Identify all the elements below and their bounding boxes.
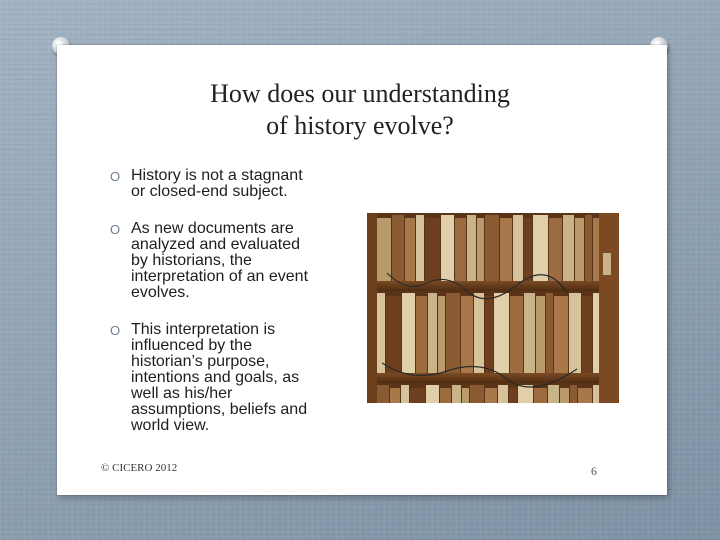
bullet-line: As new documents are bbox=[131, 220, 294, 237]
book-spine bbox=[500, 218, 512, 281]
book-spine bbox=[554, 296, 568, 373]
bullet-item bbox=[110, 168, 360, 200]
bullet-line: historian’s purpose, bbox=[131, 353, 270, 370]
book-spine bbox=[440, 388, 451, 403]
book-spine bbox=[494, 293, 509, 373]
book-spine bbox=[426, 385, 439, 403]
book-spine bbox=[582, 296, 592, 373]
title-line: of history evolve? bbox=[266, 111, 454, 140]
book-spine bbox=[518, 385, 533, 403]
book-spine bbox=[575, 218, 584, 281]
bullet-marker-icon: O bbox=[110, 169, 121, 184]
bullet-line: world view. bbox=[131, 417, 210, 434]
book-spine bbox=[377, 385, 389, 403]
book-spine bbox=[377, 218, 391, 281]
book-spine bbox=[467, 215, 476, 281]
bullet-line: This interpretation is bbox=[131, 321, 276, 338]
book-spine bbox=[509, 388, 517, 403]
book-spine bbox=[425, 218, 440, 281]
book-spine bbox=[446, 293, 460, 373]
bullet-line: interpretation of an event bbox=[131, 268, 309, 285]
book-spine bbox=[485, 388, 497, 403]
bullet-line: assumptions, beliefs and bbox=[131, 401, 308, 418]
slide-title bbox=[100, 78, 620, 142]
bullet-item bbox=[110, 322, 360, 434]
book-spine bbox=[452, 385, 461, 403]
bullet-line: analyzed and evaluated bbox=[131, 236, 301, 253]
book-spine bbox=[416, 215, 424, 281]
book-spine bbox=[546, 293, 553, 373]
book-spine bbox=[524, 218, 532, 281]
book-spine bbox=[474, 293, 484, 373]
book-spine bbox=[441, 215, 454, 281]
book-spine bbox=[416, 296, 427, 373]
book-spine bbox=[401, 385, 409, 403]
book-spine bbox=[524, 293, 535, 373]
bullet-line: evolves. bbox=[131, 284, 190, 301]
book-spine bbox=[377, 293, 385, 373]
book-spine bbox=[569, 293, 581, 373]
bullet-line: by historians, the bbox=[131, 252, 252, 269]
book-spine bbox=[585, 215, 592, 281]
page-number: 6 bbox=[591, 464, 597, 478]
book-spine bbox=[392, 215, 404, 281]
bullet-marker-icon: O bbox=[110, 323, 121, 338]
book-spine bbox=[510, 296, 523, 373]
book-spine bbox=[570, 385, 577, 403]
book-spine bbox=[455, 218, 466, 281]
book-spine bbox=[560, 388, 569, 403]
bullet-line: or closed-end subject. bbox=[131, 183, 288, 200]
book-spine bbox=[536, 296, 545, 373]
book-spine bbox=[428, 293, 437, 373]
book-spine bbox=[470, 385, 484, 403]
book-spine bbox=[485, 296, 493, 373]
library-bookshelf-photo bbox=[367, 213, 619, 403]
book-spine bbox=[402, 293, 415, 373]
book-spine bbox=[461, 296, 473, 373]
title-line: How does our understanding bbox=[210, 79, 510, 108]
book-spine bbox=[485, 215, 499, 281]
book-spine bbox=[477, 218, 484, 281]
book-spine bbox=[438, 296, 445, 373]
bookshelf-illustration bbox=[367, 213, 619, 403]
bullet-line: intentions and goals, as bbox=[131, 369, 300, 386]
book-spine bbox=[563, 215, 574, 281]
bullet-line: History is not a stagnant bbox=[131, 167, 303, 184]
book-spine bbox=[390, 388, 400, 403]
bullet-marker-icon: O bbox=[110, 222, 121, 237]
book-spine bbox=[410, 388, 425, 403]
book-spine bbox=[548, 385, 559, 403]
bullet-list bbox=[110, 168, 360, 455]
book-spine bbox=[405, 218, 415, 281]
book-spine bbox=[578, 388, 592, 403]
book-spine bbox=[534, 388, 547, 403]
bullet-line: well as his/her bbox=[131, 385, 233, 402]
bullet-line: influenced by the bbox=[131, 337, 252, 354]
book-spine bbox=[513, 215, 523, 281]
book-spine bbox=[386, 296, 401, 373]
book-spine bbox=[549, 218, 562, 281]
book-spine bbox=[498, 385, 508, 403]
book-spine bbox=[533, 215, 548, 281]
bullet-item bbox=[110, 221, 360, 301]
book-spine bbox=[462, 388, 469, 403]
copyright-footer: © CICERO 2012 bbox=[101, 462, 178, 474]
